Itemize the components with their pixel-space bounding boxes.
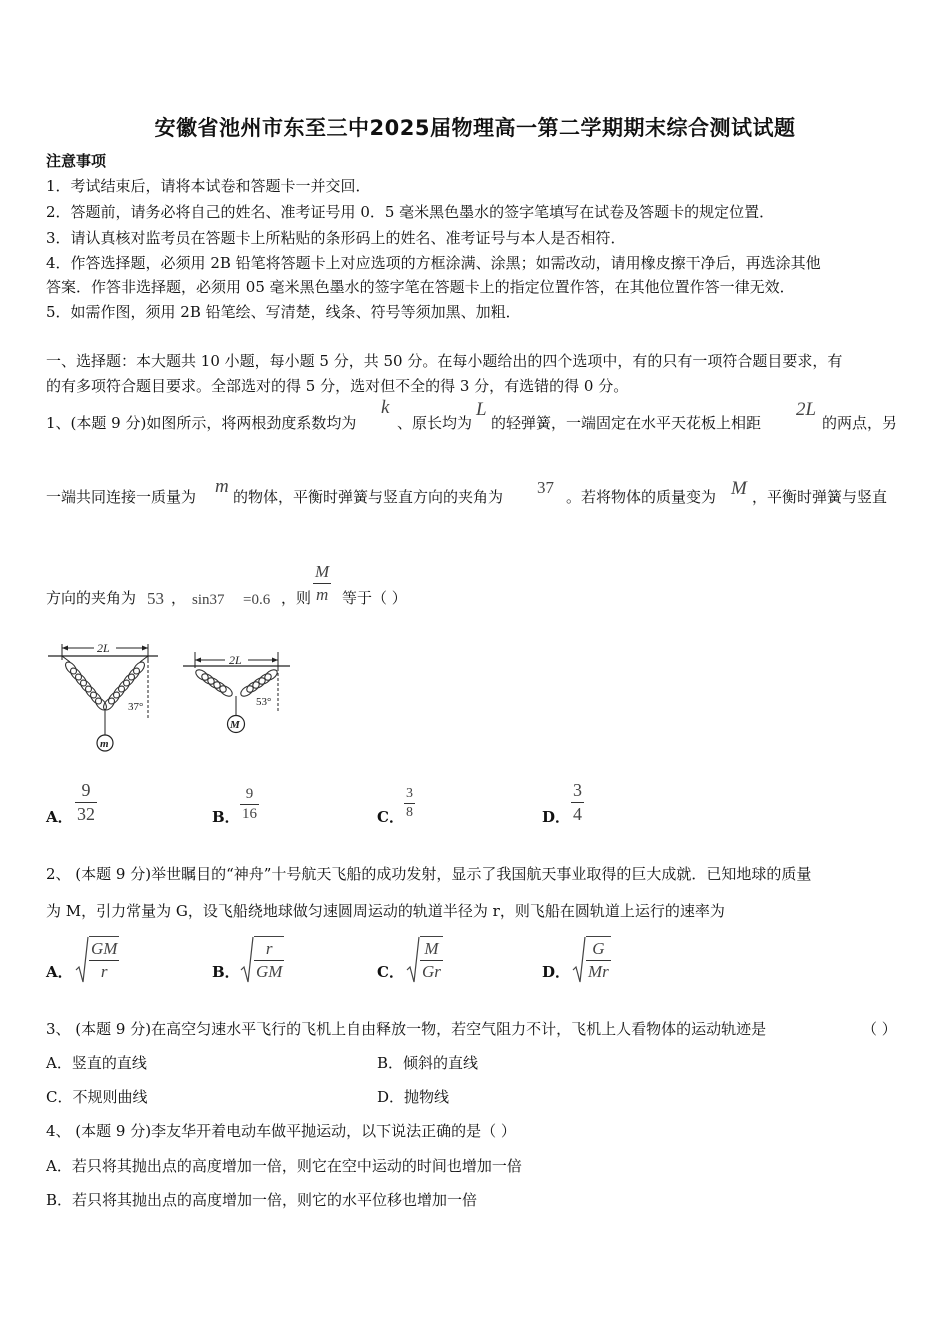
q3-answer-paren: （ ）	[862, 1020, 897, 1038]
q1-option-d-num: 3	[573, 780, 582, 800]
q1-fraction	[313, 562, 331, 605]
q1-symbol-L: L	[476, 399, 487, 420]
q1-option-a-value	[75, 780, 97, 825]
q3-text: 3、 (本题 9 分)在高空匀速水平飞行的飞机上自由释放一物，若空气阻力不计，飞机上人看物体的运动轨迹是	[46, 1020, 767, 1038]
section-intro-line: 的有多项符合题目要求。全部选对的得 5 分，选对但不全的得 3 分，有选错的得 0 分。	[46, 377, 629, 395]
notice-item: 1．考试结束后，请将本试卷和答题卡一并交回．	[46, 177, 371, 195]
q1-option-d-value	[571, 780, 584, 825]
q1-text: 的两点，另	[822, 414, 898, 432]
q3-option-a[interactable]: A．竖直的直线	[46, 1054, 147, 1072]
sqrt-sign-icon	[240, 936, 254, 986]
sqrt-sign-icon	[572, 936, 586, 986]
q4-option-b[interactable]: B．若只将其抛出点的高度增加一倍，则它的水平位移也增加一倍	[46, 1191, 478, 1209]
q1-text: ，平衡时弹簧与竖直	[752, 488, 888, 506]
q2-option-b[interactable]: B．	[212, 963, 240, 981]
q1-option-c-num: 3	[406, 786, 413, 801]
left-angle-label: 37°	[128, 701, 144, 713]
q3-option-c[interactable]: C．不规则曲线	[46, 1088, 148, 1106]
notice-item: 2．答题前，请务必将自己的姓名、准考证号用 0．5 毫米黑色墨水的签字笔填写在试卷及答题卡的规定位置．	[46, 203, 775, 221]
q2-option-c-value	[406, 936, 443, 986]
q1-option-c[interactable]: C．	[377, 808, 404, 826]
q2-option-b-den: GM	[256, 962, 283, 981]
sqrt-sign-icon	[75, 936, 89, 986]
q2-option-b-num: r	[265, 939, 273, 958]
q1-option-b-den: 16	[242, 806, 257, 822]
q2-text: 为 M，引力常量为 G，设飞船绕地球做匀速圆周运动的轨道半径为 r，则飞船在圆轨道上运行的速率为	[46, 902, 725, 920]
right-mass-label: M	[230, 719, 240, 731]
q1-option-b-value	[240, 786, 259, 823]
q1-text: 方向的夹角为	[46, 589, 137, 607]
q1-text: ，	[171, 589, 187, 607]
q1-symbol-M: M	[731, 478, 747, 499]
q2-option-d-num: G	[592, 939, 605, 958]
q1-symbol-53: 53	[147, 589, 164, 608]
q1-text: 。若将物体的质量变为	[566, 488, 717, 506]
notice-item: 答案．作答非选择题，必须用 05 毫米黑色墨水的签字笔在答题卡上的指定位置作答，在其他位置作答一律无效．	[46, 278, 795, 296]
q2-option-d-den: Mr	[588, 962, 609, 981]
figure-right	[183, 652, 290, 733]
q2-option-d-value	[572, 936, 611, 986]
q3-option-b[interactable]: B．倾斜的直线	[377, 1054, 479, 1072]
q1-text: ，则	[281, 589, 312, 607]
q1-fraction-den: m	[313, 583, 331, 605]
q2-option-a-den: r	[89, 960, 119, 982]
q1-text: 等于（ ）	[342, 589, 407, 607]
sqrt-sign-icon	[406, 936, 420, 986]
q1-text: 的物体，平衡时弹簧与竖直方向的夹角为	[233, 488, 504, 506]
q1-option-b-num: 9	[245, 786, 254, 802]
q1-option-c-value	[404, 786, 415, 821]
q4-text: 4、 (本题 9 分)李友华开着电动车做平抛运动，以下说法正确的是（ ）	[46, 1122, 516, 1140]
notice-item: 4．作答选择题，必须用 2B 铅笔将答题卡上对应选项的方框涂满、涂黑；如需改动，请用橡皮擦干净后，再选涂其他	[46, 254, 821, 272]
q1-symbol-2L: 2L	[796, 399, 817, 420]
q2-option-a-num: GM	[91, 939, 118, 958]
spring-figure	[40, 638, 300, 758]
q2-option-d[interactable]: D．	[542, 963, 571, 981]
q1-symbol-37: 37	[537, 478, 554, 497]
q1-sin: sin37	[192, 592, 225, 608]
q2-option-c[interactable]: C．	[377, 963, 404, 981]
q1-eq: =0.6	[243, 592, 271, 608]
section-intro-line: 一、选择题：本大题共 10 小题，每小题 5 分，共 50 分。在每小题给出的四个选项中，有的只有一项符合题目要求，有	[46, 352, 843, 370]
q1-option-a-den: 32	[77, 804, 95, 824]
notice-heading: 注意事项	[46, 152, 107, 170]
q1-option-a-num: 9	[81, 780, 91, 800]
q1-symbol-k: k	[381, 397, 390, 418]
notice-item: 3．请认真核对监考员在答题卡上所粘贴的条形码上的姓名、准考证号与本人是否相符．	[46, 229, 626, 247]
q1-text: 的轻弹簧，一端固定在水平天花板上相距	[491, 414, 762, 432]
page-title: 安徽省池州市东至三中2025届物理高一第二学期期末综合测试试题	[154, 116, 796, 140]
q1-option-d[interactable]: D．	[542, 808, 571, 826]
q2-option-a[interactable]: A．	[46, 963, 73, 981]
q1-symbol-m: m	[215, 476, 229, 497]
notice-item: 5．如需作图，须用 2B 铅笔绘、写清楚，线条、符号等须加黑、加粗．	[46, 303, 521, 321]
q4-option-a[interactable]: A．若只将其抛出点的高度增加一倍，则它在空中运动的时间也增加一倍	[46, 1157, 522, 1175]
q2-option-a-value	[75, 936, 119, 986]
figure-left	[48, 641, 158, 751]
right-top-label: 2L	[229, 653, 242, 667]
q2-option-c-den: Gr	[422, 962, 441, 981]
q1-text: 1、(本题 9 分)如图所示，将两根劲度系数均为	[46, 414, 357, 432]
q2-text: 2、 (本题 9 分)举世瞩目的“神舟”十号航天飞船的成功发射，显示了我国航天事业取得的巨大成就．已知地球的质量	[46, 865, 812, 883]
right-angle-label: 53°	[256, 696, 272, 708]
q1-fraction-num: M	[315, 562, 330, 581]
q1-text: 、原长均为	[397, 414, 473, 432]
q2-option-b-value	[240, 936, 284, 986]
q1-option-a[interactable]: A．	[46, 808, 73, 826]
q3-option-d[interactable]: D．抛物线	[377, 1088, 450, 1106]
q2-option-c-num: M	[424, 939, 439, 958]
left-top-label: 2L	[97, 641, 110, 655]
left-mass-label: m	[100, 738, 109, 750]
q1-option-d-den: 4	[573, 804, 582, 824]
q1-text: 一端共同连接一质量为	[46, 488, 197, 506]
q1-option-c-den: 8	[406, 805, 413, 820]
q1-option-b[interactable]: B．	[212, 808, 240, 826]
